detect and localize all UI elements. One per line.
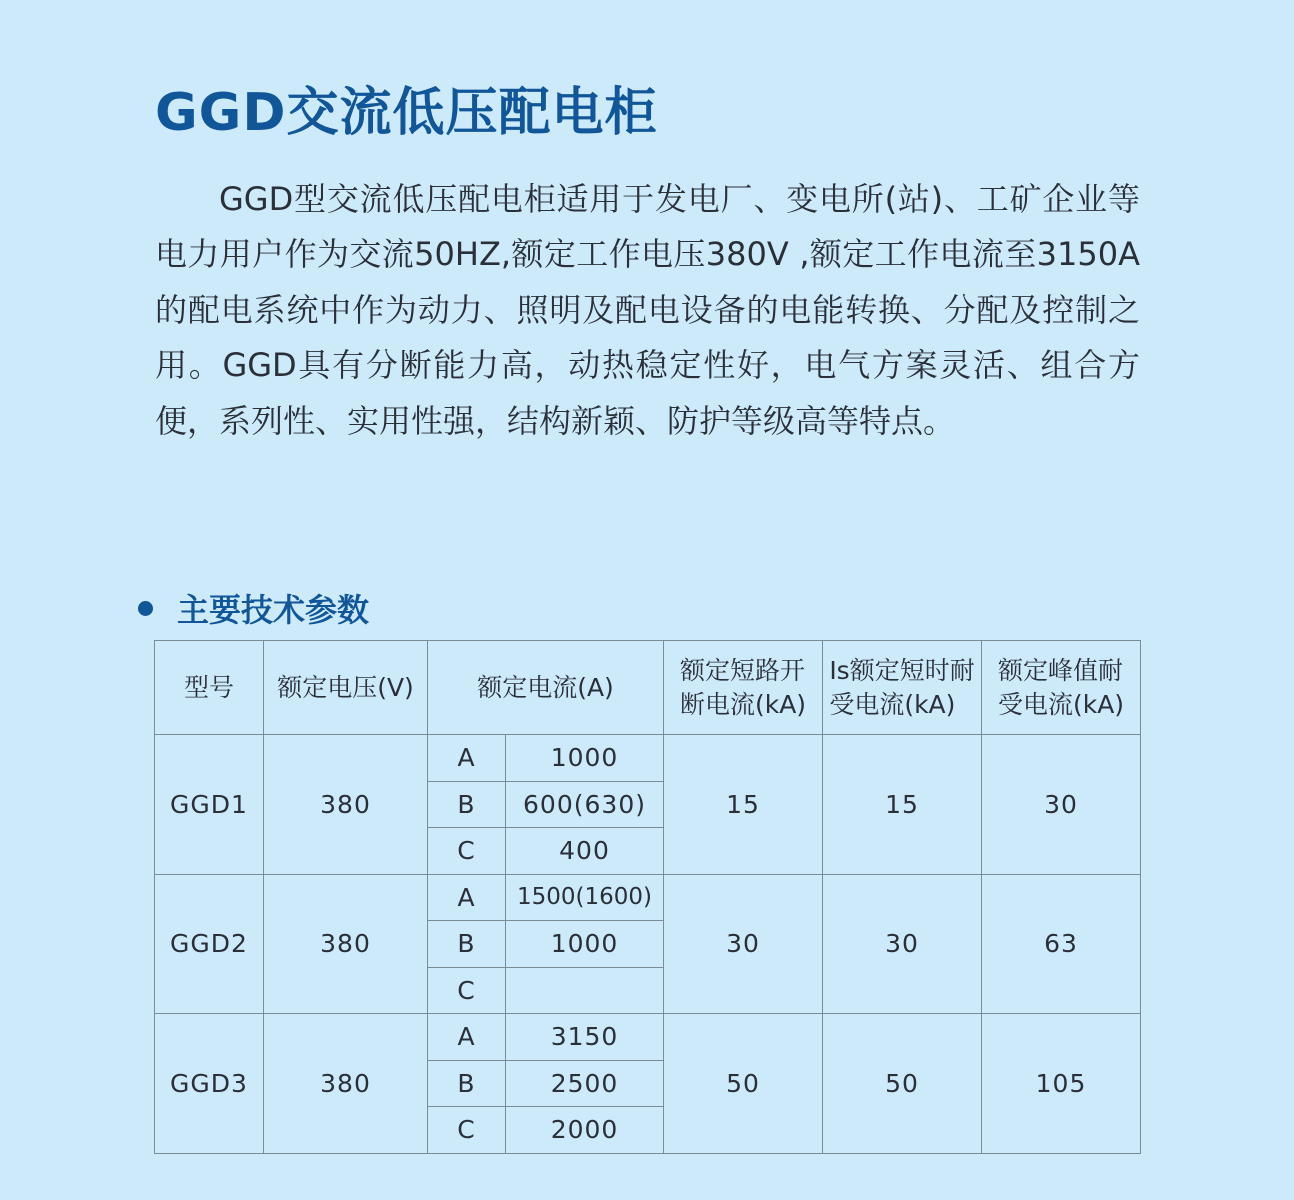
current-cell — [506, 967, 664, 1014]
header-voltage: 额定电压(V) — [264, 641, 428, 735]
grade-cell: C — [428, 1107, 506, 1154]
header-short-time-current — [823, 641, 982, 735]
spec-table — [154, 640, 1141, 1154]
current-cell: 600(630) — [506, 781, 664, 828]
model-cell: GGD1 — [155, 735, 264, 875]
grade-cell: A — [428, 1014, 506, 1061]
model-cell: GGD2 — [155, 874, 264, 1014]
current-cell: 1500(1600) — [506, 874, 664, 921]
current-cell: 400 — [506, 828, 664, 875]
current-cell: 2000 — [506, 1107, 664, 1154]
breaking-current-cell: 30 — [664, 874, 823, 1014]
header-breaking-current — [664, 641, 823, 735]
header-breaking-line2: 断电流(kA) — [679, 689, 807, 719]
grade-cell: C — [428, 967, 506, 1014]
peak-current-cell: 63 — [982, 874, 1141, 1014]
grade-cell: A — [428, 874, 506, 921]
header-short-time-line2: 受电流(kA) — [829, 689, 956, 719]
grade-cell: C — [428, 828, 506, 875]
table-row — [155, 874, 1141, 921]
page-title: GGD交流低压配电柜 — [155, 83, 658, 143]
table-row — [155, 1014, 1141, 1061]
grade-cell: B — [428, 921, 506, 968]
header-peak-line2: 受电流(kA) — [997, 689, 1125, 719]
bullet-dot-icon — [138, 601, 153, 616]
voltage-cell: 380 — [264, 1014, 428, 1154]
peak-current-cell: 105 — [982, 1014, 1141, 1154]
voltage-cell: 380 — [264, 735, 428, 875]
current-cell: 1000 — [506, 735, 664, 782]
table-row — [155, 735, 1141, 782]
header-peak-line1: 额定峰值耐 — [997, 655, 1123, 685]
header-breaking-line1: 额定短路开 — [679, 655, 805, 685]
grade-cell: B — [428, 1060, 506, 1107]
current-cell: 3150 — [506, 1014, 664, 1061]
section-title: 主要技术参数 — [177, 591, 370, 629]
current-cell: 2500 — [506, 1060, 664, 1107]
grade-cell: B — [428, 781, 506, 828]
header-peak-current — [982, 641, 1141, 735]
section-heading — [138, 583, 369, 633]
short-time-current-cell: 50 — [823, 1014, 982, 1154]
product-description: GGD型交流低压配电柜适用于发电厂、变电所(站)、工矿企业等电力用户作为交流50HZ,额定工作电压380V ,额定工作电流至3150A的配电系统中作为动力、照明及配电设备的电能转换、分配及控制之用。GGD具有分断能力高，动热稳定性好，电气方案灵活、组合方便，系列性、实用性强，结构新颖、防护等级高等特点。 — [155, 180, 1140, 440]
breaking-current-cell: 15 — [664, 735, 823, 875]
short-time-current-cell: 30 — [823, 874, 982, 1014]
breaking-current-cell: 50 — [664, 1014, 823, 1154]
table-header-row — [155, 641, 1141, 735]
peak-current-cell: 30 — [982, 735, 1141, 875]
short-time-current-cell: 15 — [823, 735, 982, 875]
current-cell: 1000 — [506, 921, 664, 968]
header-model: 型号 — [155, 641, 264, 735]
grade-cell: A — [428, 735, 506, 782]
model-cell: GGD3 — [155, 1014, 264, 1154]
header-short-time-line1: Is额定短时耐 — [829, 655, 975, 685]
header-current: 额定电流(A) — [428, 641, 664, 735]
voltage-cell: 380 — [264, 874, 428, 1014]
